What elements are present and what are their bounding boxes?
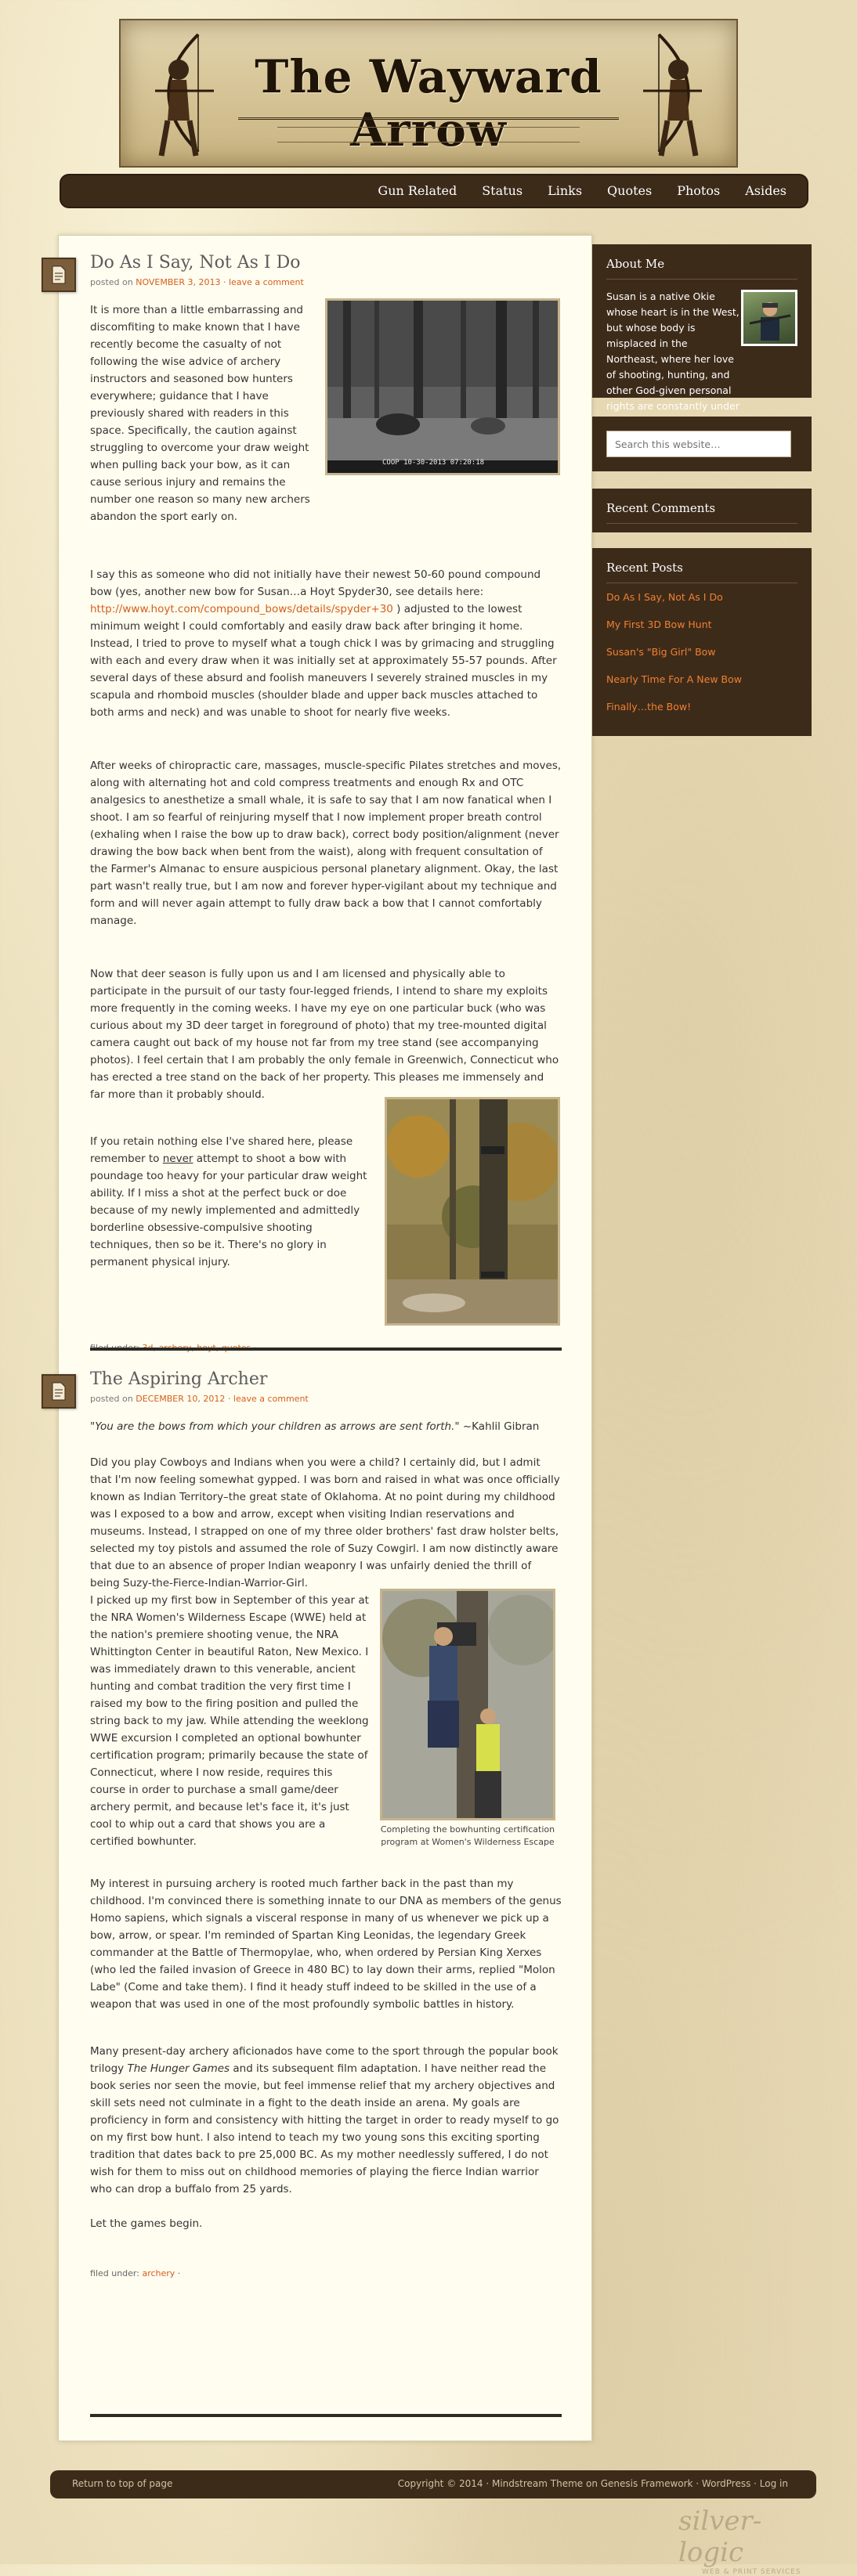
widget-title: About Me — [606, 257, 665, 271]
widget-title: Recent Posts — [606, 561, 683, 575]
paragraph-text: ) adjusted to the lowest minimum weight I could comfortably and easily draw back after bringing it home. Instead, I tried to prove to myself what a tough chick I was by grimacing and struggling with each and every draw when it was initially set at approximately 55-57 pounds. After several days of these absurd and foolish maneuvers I severely strained muscles in my scapula and rhomboid muscles (shoulder blade and upper back muscles attached to both arms and neck) and was unable to shoot for nearly five weeks. — [90, 603, 557, 719]
meta-separator: · — [220, 277, 229, 287]
site-footer — [50, 2470, 816, 2498]
post-separator — [90, 1348, 562, 1351]
post-date: DECEMBER 10, 2012 — [136, 1394, 226, 1404]
widget-title: Recent Comments — [606, 501, 716, 515]
hoyt-link[interactable]: http://www.hoyt.com/compound_bows/details/spyder+30 — [90, 603, 393, 615]
photo-caption: Completing the bowhunting certification program at Women's Wilderness Escape — [380, 1824, 555, 1847]
post-paragraph — [90, 301, 317, 525]
paragraph-text: Let the games begin. — [90, 2217, 203, 2230]
nav-item-asides[interactable]: Asides — [745, 183, 786, 198]
main-navigation — [60, 174, 808, 208]
logo-name: silver-logic — [678, 2506, 762, 2568]
document-icon — [42, 1374, 76, 1409]
post-meta — [90, 1394, 562, 1404]
tags-tail: · — [175, 2268, 181, 2278]
search-input[interactable] — [606, 431, 791, 457]
about-text: Susan is a native Okie whose heart is in the West, but whose body is misplaced in the Northeast, where her love of shooting, hunting, and other God-given personal rights are constantly under — [606, 290, 739, 412]
post-separator — [90, 2414, 562, 2417]
post-paragraph — [90, 1133, 374, 1271]
post-paragraph — [90, 566, 562, 721]
tag-links[interactable]: archery — [142, 2268, 175, 2278]
recent-post-link[interactable]: Do As I Say, Not As I Do — [606, 591, 723, 603]
post-paragraph — [90, 757, 562, 929]
post-date: NOVEMBER 3, 2013 — [136, 277, 221, 287]
meta-separator: · — [225, 1394, 233, 1404]
post-paragraph — [90, 2215, 562, 2232]
site-header — [119, 19, 738, 168]
recent-post-link[interactable]: Susan's "Big Girl" Bow — [606, 646, 716, 658]
quote-text: "You are the bows from which your children as arrows are sent forth." — [90, 1420, 460, 1433]
paragraph-text: Did you play Cowboys and Indians when you were a child? I certainly did, but I admit that I'm now feeling somewhat gypped. I was born and raised in what was once officially known as Indian Territory–the great state of Oklahoma. At no point during my childhood was I exposed to a bow and arrow, except when visiting Indian reservations and museums. Instead, I strapped on one of my three older brothers' fast draw holster belts, selected my toy pistols and assumed the role of Suzy Cowgirl. I am now distinctly aware that due to an absence of proper Indian weaponry I was unfairly denied the thrill of being Suzy-the-Fierce-Indian-Warrior-Girl. — [90, 1456, 560, 1589]
recent-posts-widget — [592, 548, 812, 736]
nav-item-links[interactable]: Links — [548, 183, 583, 198]
about-me-widget — [592, 244, 812, 412]
date-prefix: posted on — [90, 277, 133, 287]
post-title[interactable]: The Aspiring Archer — [90, 1369, 268, 1389]
recent-post-link[interactable]: Finally…the Bow! — [606, 701, 692, 713]
paragraph-text: I say this as someone who did not initially have their newest 50-60 pound compound bow (yes, another new bow for Susan…a Hoyt Spyder30, see details here: — [90, 568, 541, 598]
author-avatar — [741, 290, 797, 346]
document-icon — [42, 258, 76, 292]
leave-comment-link[interactable]: leave a comment — [229, 277, 304, 287]
post-paragraph — [90, 2043, 562, 2198]
post-meta — [90, 277, 562, 287]
post-paragraph — [90, 965, 562, 1103]
certification-photo — [380, 1589, 555, 1820]
recent-posts-list — [606, 583, 797, 720]
footer-copyright[interactable]: Copyright © 2014 · Mindstream Theme on Genesis Framework · WordPress · Log in — [397, 2478, 788, 2489]
nav-item-status[interactable]: Status — [482, 183, 523, 198]
paragraph-text: After weeks of chiropractic care, massages, muscle-specific Pilates stretches and moves, along with alternating hot and cold compress treatments and enough Rx and OTC analgesics to anesthetize a small whale, it is safe to say that I am now fanatical when I shoot. I am so fearful of reinjuring myself that I now implement proper breath control (exhaling when I raise the bow up to draw back), correct body position/alignment (never drawing the bow back when bent from the waist), along with frequent consultation of the Farmer's Almanac to ensure auspicious personal planetary alignment. Okay, the last part wasn't really true, but I am now and forever hyper-vigilant about my technique and form and will never again attempt to fully draw back a bow that I cannot comfortably manage. — [90, 759, 562, 927]
tree-stand-photo — [385, 1097, 560, 1326]
header-banner — [119, 19, 738, 168]
post-paragraph — [90, 1454, 562, 1592]
nav-item-gun-related[interactable]: Gun Related — [378, 183, 457, 198]
date-prefix: posted on — [90, 1394, 133, 1404]
archer-left-illustration — [124, 27, 218, 160]
search-widget — [592, 417, 812, 471]
recent-post-link[interactable]: Nearly Time For A New Bow — [606, 673, 742, 685]
silver-logic-logo[interactable] — [678, 2506, 816, 2576]
site-title[interactable]: The Wayward Arrow — [255, 50, 602, 157]
archer-right-illustration — [639, 27, 733, 160]
leave-comment-link[interactable]: leave a comment — [233, 1394, 309, 1404]
title-divider — [238, 117, 619, 120]
paragraph-text: I picked up my first bow in September of this year at the NRA Women's Wilderness Escape (WWE) held at the nation's premiere shooting venue, the NRA Whittington Center in beautiful Raton, New Mexico. I was immediately drawn to this venerable, ancient hunting and combat tradition the very first time I raised my bow to the firing position and pulled the string back to my jaw. While attending the weeklong WWE excursion I completed an optional bowhunter certification program; primarily because the state of Connecticut, where I now reside, requires this course in order to purchase a small game/deer archery permit, and because let's face it, it's just cool to whip out a card that shows you are a certified bowhunter. — [90, 1594, 369, 1848]
post-paragraph — [90, 1592, 369, 1850]
book-title: The Hunger Games — [127, 2062, 230, 2075]
paragraph-text: It is more than a little embarrassing and discomfiting to make known that I have recently become the casualty of not following the wise advice of archery instructors and seasoned bow hunters everywhere; guidance that I have previously shared with readers in this space. Specifically, the caution against struggling to overcome your draw weight when pulling back your bow, as it can cause serious injury and remains the number one reason so many new archers abandon the sport early on. — [90, 304, 310, 523]
filed-under-label: filed under: — [90, 2268, 139, 2278]
nav-item-photos[interactable]: Photos — [677, 183, 721, 198]
recent-post-link[interactable]: My First 3D Bow Hunt — [606, 619, 712, 630]
widget-divider — [606, 523, 797, 524]
content-area — [58, 235, 592, 2441]
trail-camera-photo — [325, 298, 560, 475]
paragraph-text: Now that deer season is fully upon us and I am licensed and physically able to participate in the pursuit of our tasty four-legged friends, I intend to share my exploits more frequently in the coming weeks. I have my eye on one particular buck (who was curious about my 3D deer target in foreground of photo) that my tree-mounted digital camera caught out back of my house not far from my tree stand (see accompanying photos). I feel certain that I am probably the only female in Greenwich, Connecticut who has erected a tree stand on the back of her property. This pleases me immensely and far more than it probably should. — [90, 968, 559, 1101]
banner-scroll-ornament — [277, 127, 580, 143]
paragraph-text: attempt to shoot a bow with poundage too heavy for your particular draw weight ability. If I miss a shot at the perfect buck or doe because of my newly implemented and admittedly borderline obsessive-compulsive shooting techniques, then so be it. There's no glory in permanent physical injury. — [90, 1153, 367, 1268]
emphasis-never: never — [162, 1153, 193, 1165]
paragraph-text: Many present-day archery aficionados have come to the sport through the popular book trilogy — [90, 2045, 559, 2075]
post-tags — [90, 2268, 180, 2278]
post-quote — [90, 1418, 562, 1435]
logo-subtitle: WEB & PRINT SERVICES — [702, 2568, 801, 2576]
post-aspiring-archer — [90, 1369, 562, 2278]
paragraph-text: My interest in pursuing archery is rooted much farther back in the past than my childhood. I'm convinced there is something innate to our DNA as members of the genus Homo sapiens, which signals a visceral response in many of us whenever we pick up a bow, arrow, or spear. I'm reminded of Spartan King Leonidas, the legendary Greek commander at the Battle of Thermopylae, who, when ordered by Persian King Xerxes (who led the failed invasion of Greece in 480 BC) to lay down their arms, replied "Molon Labe" (Come and take them). I find it heady stuff indeed to be skilled in the use of a weapon that was used in one of the most profoundly symbolic battles in history. — [90, 1878, 562, 2011]
post-title[interactable]: Do As I Say, Not As I Do — [90, 253, 301, 272]
widget-divider — [606, 279, 797, 280]
nav-item-quotes[interactable]: Quotes — [607, 183, 653, 198]
back-to-top-link[interactable]: Return to top of page — [72, 2478, 173, 2489]
post-paragraph — [90, 1875, 562, 2013]
paragraph-text: If you retain nothing else I've shared here, please remember to — [90, 1135, 353, 1165]
recent-comments-widget — [592, 489, 812, 532]
camera-timestamp: COOP 10-30-2013 07:20:18 — [382, 459, 485, 467]
post-do-as-i-say — [90, 253, 562, 1268]
paragraph-text: and its subsequent film adaptation. I have neither read the book series nor seen the movie, but feel immense relief that my archery objectives and skill sets need not culminate in a fight to the death inside an arena. My goals are proficiency in form and consistency with hitting the target in order to ready myself to go on my first bow hunt. I also intend to teach my two young sons this exciting sporting tradition that dates back to pre 25,000 BC. As my mother needlessly suffered, I do not wish for them to miss out on childhood memories of playing the fierce Indian warrior who can drop a buffalo from 25 yards. — [90, 2062, 559, 2195]
quote-author: ~Kahlil Gibran — [459, 1420, 540, 1433]
